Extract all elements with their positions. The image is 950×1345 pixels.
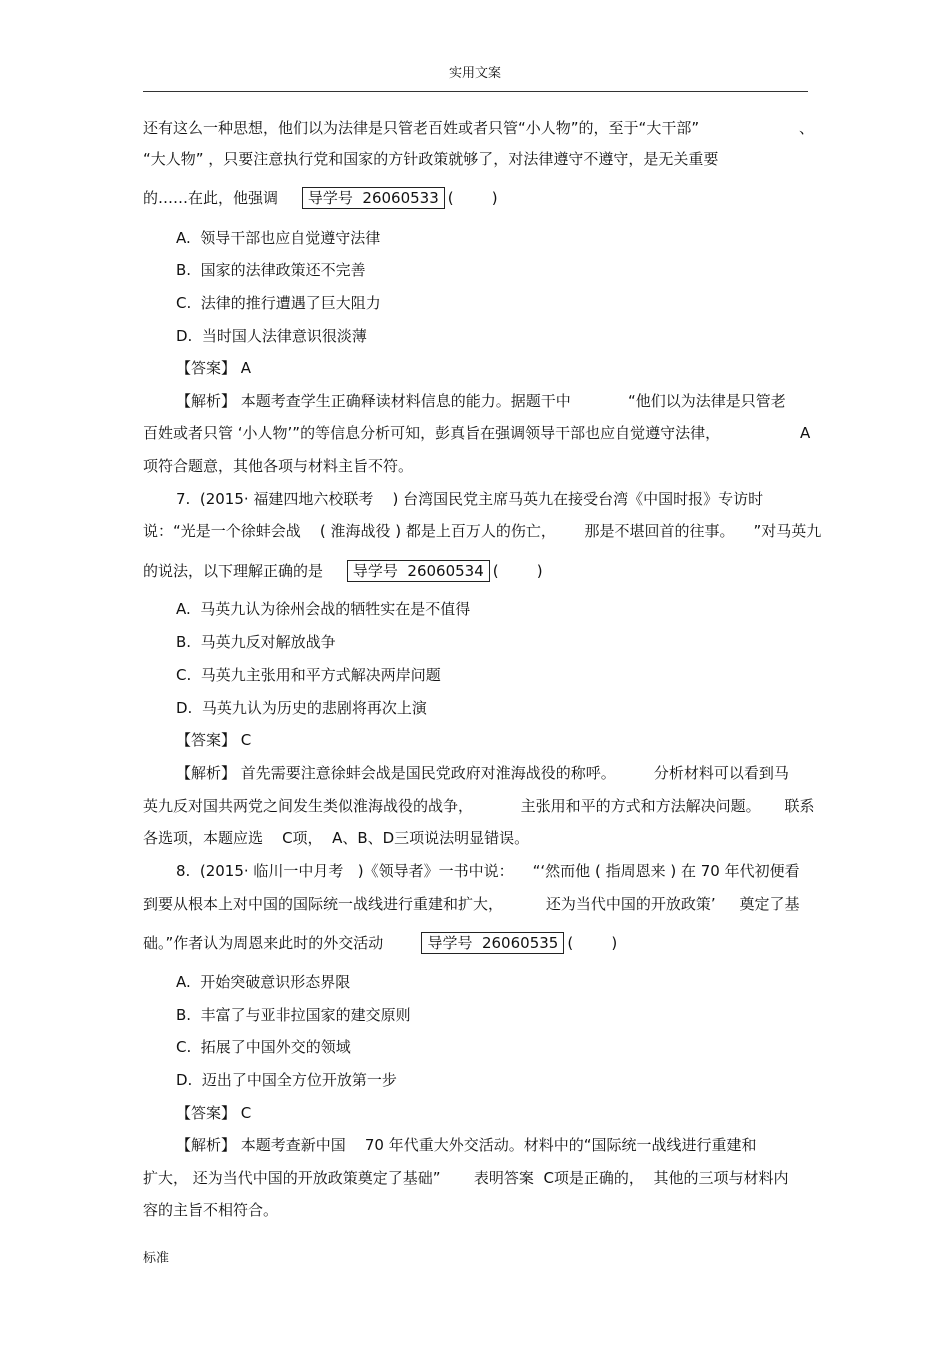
q8-line-3	[143, 932, 617, 954]
q6-line-2: “大人物” ，只要注意执行党和国家的方针政策就够了，对法律遵守不遵守，是无关重要	[143, 150, 719, 168]
q8-explanation-2: 扩大， 还为当代中国的开放政策奠定了基础” 表明答案 C项是正确的， 其他的三项与材料内	[143, 1169, 789, 1187]
q7-answer: 【答案】 C	[176, 731, 252, 749]
answer-paren: ( )	[492, 562, 543, 580]
q6-option-c: C. 法律的推行遭遇了巨大阻力	[176, 294, 381, 312]
q6-option-b: B. 国家的法律政策还不完善	[176, 261, 366, 279]
q8-explanation-3: 容的主旨不相符合。	[143, 1201, 279, 1219]
q6-option-d: D. 当时国人法律意识很淡薄	[176, 327, 367, 345]
q8-line-1: 8. (2015· 临川一中月考 )《领导者》一书中说： “‘然而他 ( 指周恩来 ) 在 70 年代初便看	[176, 862, 800, 880]
q7-explanation-2: 英九反对国共两党之间发生类似淮海战役的战争， 主张用和平的方式和方法解决问题。 联系	[143, 797, 815, 815]
q6-explanation-2-tail: A	[800, 424, 811, 442]
q7-stem-end: 的说法，以下理解正确的是	[143, 562, 324, 580]
q7-option-d: D. 马英九认为历史的悲剧将再次上演	[176, 699, 427, 717]
q7-option-c: C. 马英九主张用和平方式解决两岸问题	[176, 666, 441, 684]
q8-explanation-1: 【解析】 本题考查新中国 70 年代重大外交活动。材料中的“国际统一战线进行重建和	[176, 1136, 757, 1154]
guide-number-box: 导学号 26060533	[302, 187, 445, 209]
q6-stem-end: 的……在此，他强调	[143, 189, 279, 207]
page-footer: 标准	[143, 1251, 170, 1266]
q6-explanation-2: 百姓或者只管 ‘小人物’”的等信息分析可知，彭真旨在强调领导干部也应自觉遵守法律，	[143, 424, 721, 442]
guide-number-box: 导学号 26060534	[347, 560, 490, 582]
q8-option-d: D. 迈出了中国全方位开放第一步	[176, 1071, 397, 1089]
q7-line-2: 说：“光是一个徐蚌会战 ( 淮海战役 ) 都是上百万人的伤亡， 那是不堪回首的往事。 ”对马英九	[143, 522, 822, 540]
q7-line-3	[143, 560, 543, 582]
q6-option-a: A. 领导干部也应自觉遵守法律	[176, 229, 381, 247]
q8-option-a: A. 开始突破意识形态界限	[176, 973, 351, 991]
q6-explanation-3: 项符合题意，其他各项与材料主旨不符。	[143, 457, 414, 475]
q7-line-1: 7. (2015· 福建四地六校联考 ) 台湾国民党主席马英九在接受台湾《中国时报》专访时	[176, 490, 764, 508]
q7-option-b: B. 马英九反对解放战争	[176, 633, 336, 651]
q6-line-3	[143, 187, 498, 209]
guide-number-box: 导学号 26060535	[421, 932, 564, 954]
q8-option-b: B. 丰富了与亚非拉国家的建交原则	[176, 1006, 411, 1024]
answer-paren: ( )	[447, 189, 498, 207]
q7-option-a: A. 马英九认为徐州会战的牺牲实在是不值得	[176, 600, 471, 618]
header-rule	[143, 91, 808, 92]
q8-option-c: C. 拓展了中国外交的领域	[176, 1038, 351, 1056]
q7-explanation-3: 各选项，本题应选 C项， A、B、D三项说法明显错误。	[143, 829, 530, 847]
q6-line-1-tail: 、	[799, 119, 815, 137]
q8-line-2: 到要从根本上对中国的国际统一战线进行重建和扩大， 还为当代中国的开放政策’ 奠定了基	[143, 895, 800, 913]
q7-explanation-1: 【解析】 首先需要注意徐蚌会战是国民党政府对淮海战役的称呼。 分析材料可以看到马	[176, 764, 789, 782]
q8-answer: 【答案】 C	[176, 1104, 252, 1122]
q6-answer: 【答案】 A	[176, 359, 252, 377]
q8-stem-end: 础。”作者认为周恩来此时的外交活动	[143, 934, 384, 952]
page-header: 实用文案	[448, 66, 501, 81]
q6-line-1: 还有这么一种思想，他们以为法律是只管老百姓或者只管“小人物”的，至于“大干部”	[143, 119, 700, 137]
answer-paren: ( )	[567, 934, 618, 952]
q6-explanation-1: 【解析】 本题考查学生正确释读材料信息的能力。据题干中 “他们以为法律是只管老	[176, 392, 786, 410]
